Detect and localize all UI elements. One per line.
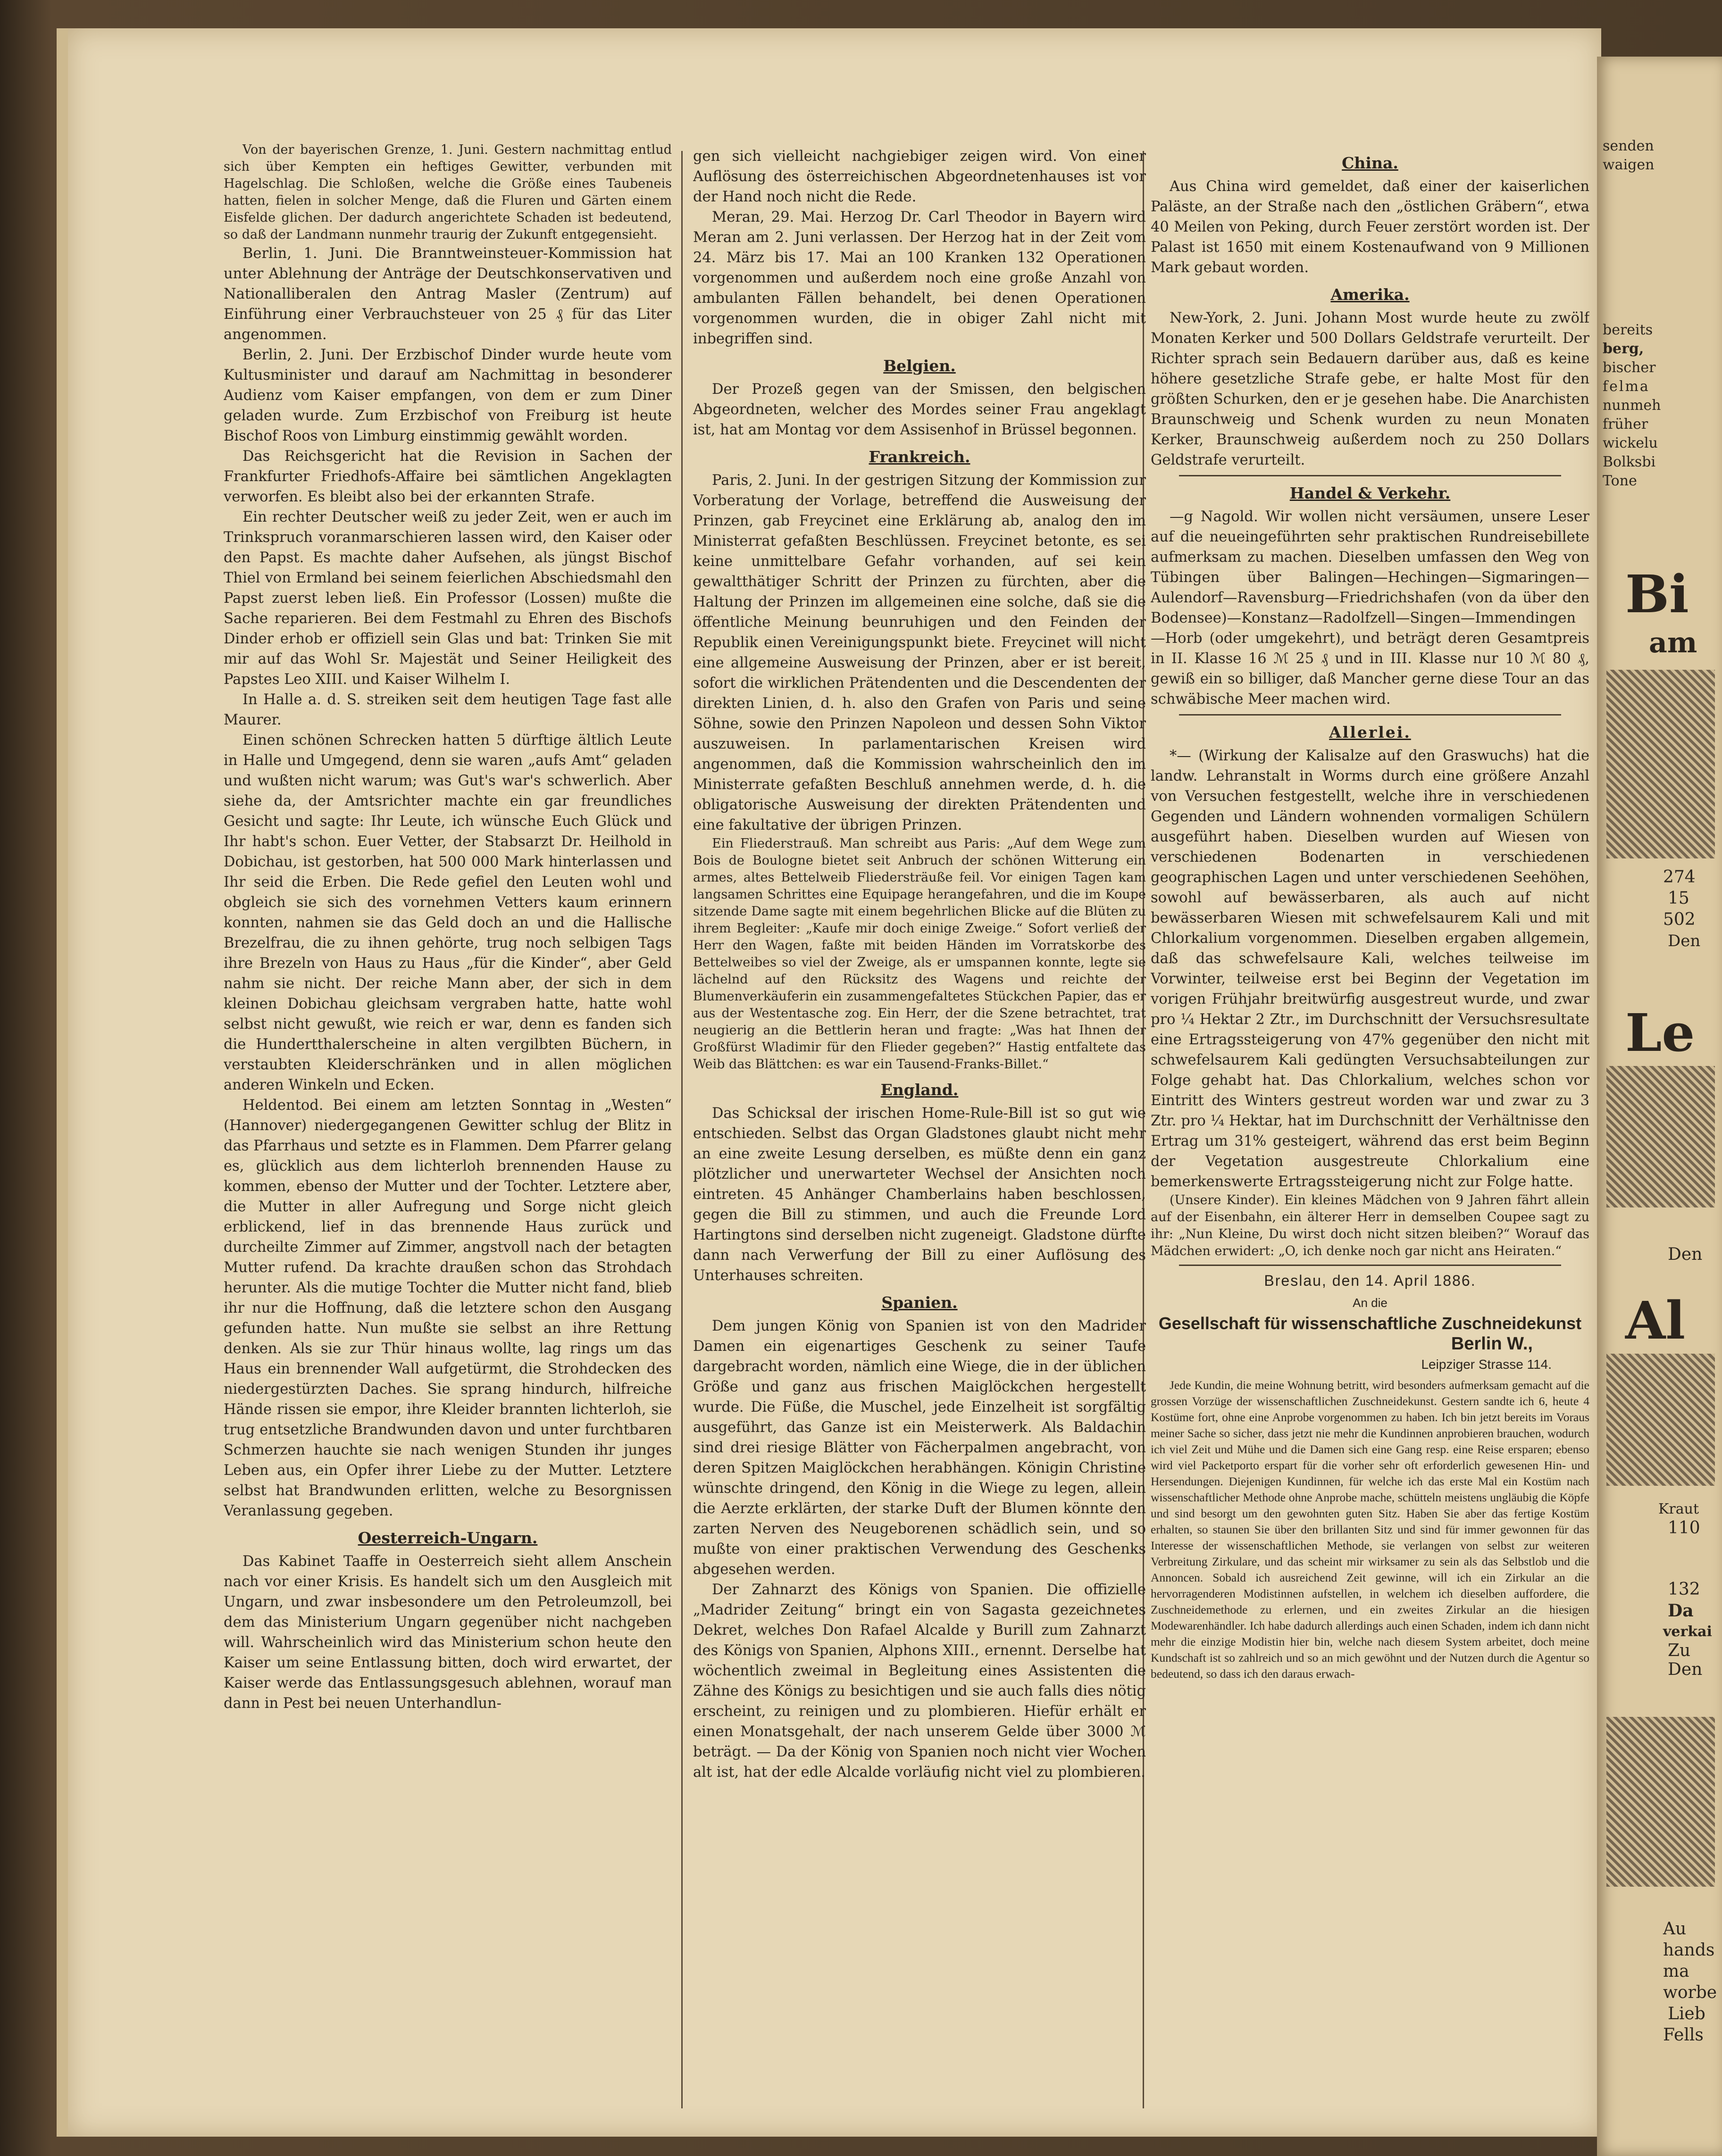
- fragment-text: wickelu: [1603, 435, 1658, 451]
- fragment-text: hands: [1663, 1940, 1715, 1960]
- fragment-text: Den: [1668, 932, 1701, 950]
- fragment-text: Kraut: [1658, 1501, 1699, 1517]
- ad-city: Berlin W.,: [1451, 1334, 1533, 1354]
- fragment-text: bischer: [1603, 359, 1656, 376]
- fragment-text: 502: [1663, 910, 1696, 929]
- heading-handel: Handel & Verkehr.: [1289, 484, 1451, 502]
- newspaper-page: [57, 28, 1601, 2137]
- fragment-text: Bolksbi: [1603, 454, 1656, 470]
- ad-street: Leipziger Strasse 114.: [1421, 1357, 1552, 1372]
- fragment-text: waigen: [1603, 157, 1655, 173]
- divider: [1179, 714, 1561, 716]
- fragment-text: verkai: [1663, 1623, 1712, 1640]
- fragment-text: worbe: [1663, 1983, 1717, 2002]
- ad-date: Breslau, den 14. April 1886.: [1264, 1272, 1476, 1289]
- fragment-illustration: [1606, 670, 1715, 858]
- article-paris: Paris, 2. Juni. In der gestrigen Sitzung der Kommission zur Vorberatung der Vorlage, betreffend die Ausweisung der Prinzen, gab Freycinet eine Erklärung ab, analog den im Ministerrat gefaßten Beschlüssen. Freycinet betonte, es sei keine unmittelbare Gefahr vorhanden, auf sei kein gewaltthätiger Schritt der Prinzen zu fürchten, aber die Haltung der Prinzen im allgemeinen eine solche, daß sie die öffentliche Meinung beunruhigen und den Feinden der Republik einen Vereinigungspunkt biete. Freycinet will nicht eine allgemeine Ausweisung der Prinzen, aber er ist bereit, sofort die wirklichen Prätendenten und die Descendenten der direkten Linien, d. h. also den Grafen von Paris und seine Söhne, sowie den Prinzen Napoleon und dessen Sohn Viktor auszuweisen. In parlamentarischen Kreisen wird angenommen, daß die Kommission wahrscheinlich den im Ministerrate gefaßten Beschluß annehmen werde, d. h. die obligatorische Ausweisung der direkten Prätendenten und eine fakultative der übrigen Prinzen.: [693, 472, 1146, 833]
- article-kinder: (Unsere Kinder). Ein kleines Mädchen von 9 Jahren fährt allein auf der Eisenbahn, ein älterer Herr in demselben Coupee sagt zu ihr: „Nun Kleine, Du wirst doch nicht sitzen bleiben?“ Worauf das Mädchen erwidert: „O, ich denke noch gar nicht ans Heiraten.“: [1151, 1193, 1589, 1258]
- fragment-text: berg,: [1603, 341, 1644, 357]
- fragment-illustration: [1606, 1354, 1715, 1486]
- article-nagold: —g Nagold. Wir wollen nicht versäumen, unsere Leser auf die neueingeführten sehr praktischen Rundreisebillete aufmerksam zu machen. Dieselben umfassen den Weg von Tübingen über Balingen—Hechingen—Sigmaringen—Aulendorf—Ravensburg—Friedrichshafen (von da über den Bodensee)—Konstanz—Radolfzell—Singen—Immendingen—Horb (oder umgekehrt), und beträgt deren Gesamtpreis in II. Klasse 16 ℳ 25 ₰ und in III. Klasse nur 10 ℳ 80 ₰, gewiß ein so billiger, daß Mancher gerne diese Tour an das schwäbische Meer machen wird.: [1151, 508, 1589, 708]
- fragment-text: 110: [1668, 1518, 1700, 1538]
- article-berlin-1: Berlin, 1. Juni. Die Branntweinsteuer-Kommission hat unter Ablehnung der Anträge der Deutschkonservativen und Nationalliberalen den Antrag Masler (Zentrum) auf Einführung einer Verbrauchsteuer von 25 ₰ für das Liter angenommen.: [224, 245, 672, 343]
- article-heldentod: Heldentod. Bei einem am letzten Sonntag in „Westen“ (Hannover) niedergegangenen Gewitter schlug der Blitz in das Pfarrhaus und setzte es in Flammen. Dem Pfarrer gelang es, glücklich aus dem lichterloh brennenden Hause zu kommen, ebenso der Mutter und der Tochter. Letztere aber, die Mutter in aller Aufregung und Sorge nicht gleich erblickend, lief in das brennende Haus zurück und durcheilte Zimmer auf Zimmer, angstvoll nach der betagten Mutter rufend. Da krachte draußen schon das Strohdach herunter. Als die mutige Tochter die Mutter nicht fand, blieb ihr nur die Hoffnung, daß die letztere schon den Ausgang gefunden hatte. Nun mußte sie selbst an ihre Rettung denken. Als sie zur Thür hinaus wollte, lag rings um das Haus ein brennender Wall aufgetürmt, die Strohdecken des niedergestürzten Daches. Sie sprang hindurch, hilfreiche Hände rissen sie empor, ihre Kleider brannten lichterloh, sie trug entsetzliche Brandwunden davon und unter furchtbaren Schmerzen hauchte sie nach wenigen Stunden ihr junges Leben aus, ein Opfer ihrer Liebe zu der Mutter. Letztere selbst hat Brandwunden erlitten, welche zu Besorgnissen Veranlassung gegeben.: [224, 1097, 672, 1519]
- fragment-text: senden: [1603, 138, 1654, 154]
- divider: [1179, 475, 1561, 476]
- article-meran: Meran, 29. Mai. Herzog Dr. Carl Theodor in Bayern wird Meran am 2. Juni verlassen. Der Herzog hat in der Zeit vom 24. März bis 17. Mai an 100 Kranken 132 Operationen vorgenommen und außerdem noch eine große Anzahl von ambulanten Fällen behandelt, bei denen Operationen vorgenommen wurden, die in obiger Zahl nicht mit inbegriffen sind.: [693, 209, 1146, 347]
- heading-amerika: Amerika.: [1330, 285, 1410, 304]
- heading-oesterreich: Oesterreich-Ungarn.: [358, 1529, 538, 1547]
- article-taaffe: Das Kabinet Taaffe in Oesterreich sieht allem Anschein nach vor einer Krisis. Es handelt sich um den Ausgleich mit Ungarn, und zwar insbesondere um den Petroleumzoll, bei dem das Ministerium Ungarn gegenüber nicht nachgeben will. Wahrscheinlich wird das Ministerium schon heute den Kaiser um seine Entlassung bitten, doch wird erwartet, der Kaiser werde das Entlassungsgesuch ablehnen, worauf man dann in Pest bei neuen Unterhandlun-: [224, 1553, 672, 1712]
- fragment-text: Den: [1668, 1245, 1703, 1264]
- fragment-headline: am: [1649, 626, 1697, 659]
- fragment-text: Zu: [1668, 1641, 1691, 1660]
- article-new-york: New-York, 2. Juni. Johann Most wurde heute zu zwölf Monaten Kerker und 500 Dollars Geldstrafe verurteilt. Der Richter sprach sein Bedauern darüber aus, daß es keine höhere gesetzliche Strafe gebe, er halte Most für den größten Schurken, den er je gesehen habe. Die Anarchisten Braunschweig und Schenk wurden zu neun Monaten Kerker, Braunschweig außerdem noch zu 250 Dollars Geldstrafe verurteilt.: [1151, 310, 1589, 468]
- fragment-text: 15: [1668, 889, 1689, 908]
- column-2: [693, 146, 1146, 2118]
- column-3: [1151, 146, 1589, 2118]
- ad-company-name: Gesellschaft für wissenschaftliche Zuschneidekunst: [1158, 1314, 1582, 1333]
- heading-belgien: Belgien.: [883, 357, 956, 375]
- article-reichsgericht: Das Reichsgericht hat die Revision in Sachen der Frankfurter Friedhofs-Affaire bei sämtlichen Angeklagten verworfen. Es bleibt also bei der erkannten Strafe.: [224, 448, 672, 505]
- column-rule: [681, 151, 683, 2108]
- heading-china: China.: [1342, 154, 1398, 172]
- fragment-text: Au: [1663, 1919, 1687, 1939]
- article-zahnarzt: Der Zahnarzt des Königs von Spanien. Die offizielle „Madrider Zeitung“ bringt ein von Sagasta gezeichnetes Dekret, welches Don Rafael Alcalde y Burill zum Zahnarzt des Königs von Spanien, Alphons XIII., ernennt. Derselbe hat wöchentlich zweimal in Begleitung eines Assistenten die Zähne des Königs zu besichtigen und sie auch falls dies nötig erscheint, zu reinigen und zu plombieren. Hiefür erhält er einen Monatsgehalt, der nach unserem Gelde über 3000 ℳ beträgt. — Da der König von Spanien noch nicht vier Wochen alt ist, hat der edle Alcalde vorläufig nicht viel zu plombieren.: [693, 1582, 1146, 1781]
- fragment-text: 274: [1663, 867, 1696, 887]
- fragment-headline: Le: [1625, 1002, 1695, 1063]
- fragment-text: Fells: [1663, 2025, 1704, 2045]
- fragment-text: Lieb: [1668, 2004, 1705, 2023]
- advertisement-zuschneidekunst: [1151, 1271, 1589, 1682]
- fragment-text: Da: [1668, 1601, 1694, 1621]
- heading-spanien: Spanien.: [881, 1293, 958, 1312]
- article-halle-erbe: Einen schönen Schrecken hatten 5 dürftige ältlich Leute in Halle und Umgegend, denn sie waren „aufs Amt“ geladen und wußten nicht warum; was Gut's war's schwerlich. Aber siehe da, der Amtsrichter machte ein gar freundliches Gesicht und sagte: Ihr Leute, ich wünsche Euch Glück und Ihr habt's schon. Euer Vetter, der Stabsarzt Dr. Heilhold in Dobichau, ist gestorben, hat 500 000 Mark hinterlassen und Ihr seid die Erben. Die Rede gefiel den Leuten wohl und obgleich sie sich des vornehmen Vetters kaum erinnern konnten, nahmen sie das Geld doch an und die Hallische Brezelfrau, die zu ihnen gehörte, trug noch selbigen Tags ihre Brezeln von Haus zu Haus „für die Kinder“, aber Geld nahm sie nicht. Der reiche Mann aber, der sich in dem kleinen Dobichau gleichsam vergraben hatte, hatte wohl selbst nicht gewußt, wie reich er war, denn es fanden sich die Hundertthalerscheine in alten vergilbten Büchern, in verstaubten Kleiderschränken und in allen möglichen anderen Winkeln und Ecken.: [224, 732, 672, 1093]
- fragment-text: Den: [1668, 1660, 1703, 1679]
- article-taaffe-cont: gen sich vielleicht nachgiebiger zeigen wird. Von einer Auflösung des österreichischen Abgeordnetenhauses ist vor der Hand noch nicht die Rede.: [693, 148, 1146, 205]
- heading-allerlei: Allerlei.: [1329, 723, 1411, 741]
- article-kalisalze: *— (Wirkung der Kalisalze auf den Graswuchs) hat die landw. Lehranstalt in Worms durch eine größere Anzahl von Versuchen festgestellt, welche ihre in verschiedenen Gegenden und Ländern wohnenden vormaligen Schülern ausgeführt haben. Dieselben wurden auf Wiesen von verschiedenen Bodenarten in verschiedenen geographischen Lagen und unter verschiedenen Seehöhen, sowohl auf bewässerbaren, als auch auf nicht bewässerbaren Wiesen mit schwefelsaurem Kali und mit Chlorkalium vorgenommen. Dieselben ergaben allgemein, daß das schwefelsaure Kali, welches teilweise im Vorwinter, teilweise erst bei Beginn der Vegetation im vorigen Frühjahr breitwürfig ausgestreut wurde, und zwar pro ¼ Hektar 2 Ztr., im Durchschnitt der Versuchsresultate eine Ertragssteigerung von 47% gegenüber den nicht mit schwefelsaurem Kali gedüngten Versuchsabteilungen zur Folge gehabt hat. Das Chlorkalium, welches schon vor Eintritt des Winters gestreut worden war und zwar zu 3 Ztr. pro ¼ Hektar, hat im Durchschnitt der Verhältnisse den Ertrag um 31% gesteigert, während das erst beim Beginn der Vegetation ausgestreute Chlorkalium eine bemerkenswerte Ertragssteigerung nicht zur Folge hatte.: [1151, 748, 1589, 1190]
- article-wiege: Dem jungen König von Spanien ist von den Madrider Damen ein eigenartiges Geschenk zu seiner Taufe dargebracht worden, nämlich eine Wiege, die in der üblichen Größe und ganz aus frischen Maiglöckchen hergestellt wurde. Die Füße, die Muschel, jede Einzelheit ist sorgfältig ausgeführt, das Ganze ist ein Meisterwerk. Als Baldachin sind drei riesige Blätter von Fächerpalmen angebracht, von deren Spitzen Maiglöckchen herabhängen. Königin Christine wünschte dringend, den König in die Wiege zu legen, allein die Aerzte erklärten, der starke Duft der Blumen könnte den zarten Nerven des Neugeborenen schädlich sein, und so mußte von einer praktischen Verwendung des Geschenks abgesehen werden.: [693, 1318, 1146, 1578]
- adjacent-page-fragment: [1597, 57, 1722, 2156]
- fragment-illustration: [1606, 1717, 1715, 1887]
- article-halle-maurer: In Halle a. d. S. streiken seit dem heutigen Tage fast alle Maurer.: [224, 691, 672, 728]
- fragment-text: felma: [1603, 378, 1650, 395]
- ad-body: Jede Kundin, die meine Wohnung betritt, wird besonders aufmerksam gemacht auf die grossen Vorzüge der wissenschaftlichen Zuschneidekunst. Gestern sandte ich 6, heute 4 Kostüme fort, ohne eine Anprobe vorgenommen zu haben. Ich bin jetzt bereits im Voraus meiner Sache so sicher, dass jetzt nie mehr die Kundinnen anprobieren brauchen, wodurch ich viel Zeit und Mühe und die Damen sich eine Gang resp. eine Reise ersparen; ebenso wird viel Packetporto erspart für die vorher sehr oft erforderlich gewesenen Hin- und Hersendungen. Diejenigen Kundinnen, für welche ich das erste Mal ein Kostüm nach wissenschaftlicher Methode ohne Anprobe mache, schütteln meistens ungläubig die Köpfe und sind besorgt um den gewohnten guten Sitz. Haben Sie aber das fertige Kostüm erhalten, so staunen Sie über den brillanten Sitz und sind für immer gewonnen für das Interesse der wissenschaftlichen Methode, sie verlangen von selbst zur weiteren Verbreitung Zirkulare, und das scheint mir wirksamer zu sein als das Selbstlob und die Annoncen. Sobald ich ausreichend Zeit gewinne, will ich ein Zirkular an die hervorragenderen Modistinnen aufstellen, in welchem ich dieselben auffordere, die Zuschneidemethode zu erlernen, und ein zweites Zirkular an die hiesigen Modewarenhändler. Ich habe dadurch allerdings auch einen Schaden, indem ich dann nicht mehr die einzige Modistin hier bin, welche nach diesem System arbeitet, doch meine Kundschaft ist so zahlreich und so an mich gewöhnt und der Nutzen durch die Agentur so bedeutend, so dass ich den daraus erwach-: [1151, 1378, 1589, 1681]
- article-deutscher: Ein rechter Deutscher weiß zu jeder Zeit, wen er auch im Trinkspruch voranmarschieren lassen wird, den Kaiser oder den Papst. Es machte daher Aufsehen, als jüngst Bischof Thiel von Ermland bei seinem feierlichen Abschiedsmahl den Papst zuerst leben ließ. Ein Professor (Lossen) mußte die Sache reparieren. Bei dem Festmahl zu Ehren des Bischofs Dinder erhob er offiziell sein Glas und bat: Trinken Sie mit mir auf das Wohl Sr. Majestät und Seiner Heiligkeit des Papstes Leo XIII. und Kaiser Wilhelm I.: [224, 509, 672, 688]
- column-1: [224, 142, 672, 2118]
- fragment-text: 132: [1668, 1580, 1700, 1599]
- divider: [1179, 1265, 1561, 1266]
- fragment-text: ma: [1663, 1962, 1689, 1981]
- article-home-rule: Das Schicksal der irischen Home-Rule-Bill ist so gut wie entschieden. Selbst das Organ Gladstones glaubt nicht mehr an eine zweite Lesung derselben, es müßte denn ein ganz plötzlicher und unerwarteter Wechsel der Ansichten noch eintreten. 45 Anhänger Chamberlains haben beschlossen, gegen die Bill zu stimmen, und auch die Freunde Lord Hartingtons sind derselben nicht zugeneigt. Gladstone dürfte dann nach Verwerfung der Bill zu einer Auflösung des Unterhauses schreiten.: [693, 1105, 1146, 1284]
- article-smissen: Der Prozeß gegen van der Smissen, den belgischen Abgeordneten, welcher des Mordes seiner Frau angeklagt ist, hat am Montag vor dem Assisenhof in Brüssel begonnen.: [693, 381, 1146, 438]
- fragment-text: früher: [1603, 416, 1648, 433]
- heading-england: England.: [880, 1081, 959, 1099]
- article-berlin-2: Berlin, 2. Juni. Der Erzbischof Dinder wurde heute vom Kultusminister und darauf am Nachmittag in besonderer Audienz vom Kaiser empfangen, von dem er zum Diner geladen wurde. Zum Erzbischof von Freiburg ist heute Bischof Roos von Limburg einstimmig gewählt worden.: [224, 347, 672, 444]
- fragment-text: nunmeh: [1603, 397, 1661, 414]
- fragment-headline: Bi: [1625, 564, 1689, 624]
- fragment-text: Tone: [1603, 473, 1637, 489]
- fragment-illustration: [1606, 1066, 1715, 1207]
- article-bavaria: Von der bayerischen Grenze, 1. Juni. Gestern nachmittag entlud sich über Kempten ein heftiges Gewitter, verbunden mit Hagelschlag. Die Schloßen, welche die Größe eines Taubeneis hatten, fielen in solcher Menge, daß die Fluren und Gärten einem Eisfelde glichen. Der dadurch angerichtete Schaden ist bedeutend, so daß der Landmann nunmehr traurig der Zukunft entgegensieht.: [224, 142, 672, 242]
- fragment-text: bereits: [1603, 322, 1653, 338]
- heading-frankreich: Frankreich.: [869, 448, 970, 466]
- article-fliederstrauss: Ein Fliederstrauß. Man schreibt aus Paris: „Auf dem Wege zum Bois de Boulogne bietet seit Anbruch der schönen Witterung ein armes, altes Bettelweib Fliedersträuße feil. Vor einigen Tagen kam langsamen Schrittes eine Equipage herangefahren, und die im Koupe sitzende Dame sagte mit einem begehrlichen Blicke auf die Blüten zu ihrem Begleiter: „Kaufe mir doch einige Zweige.“ Sofort verließ der Herr den Wagen, faßte mit beiden Händen im Vorratskorbe des Bettelweibes so viel der Zweige, als er umspannen konnte, legte sie lächelnd auf den Rücksitz des Wagens und reichte der Blumenverkäuferin ein zusammengefaltetes Stückchen Papier, das er aus der Westentasche zog. Ein Herr, der die Szene betrachtet, trat neugierig an die Bettlerin heran und fragte: „Was hat Ihnen der Großfürst Wladimir für den Flieder gegeben?“ Hastig entfaltete das Weib das Blättchen: es war ein Tausend-Franks-Billet.“: [693, 836, 1146, 1072]
- article-china: Aus China wird gemeldet, daß einer der kaiserlichen Paläste, an der Straße nach den „östlichen Gräbern“, etwa 40 Meilen von Peking, durch Feuer zerstört worden ist. Der Palast ist 1650 mit einem Kostenaufwand von 9 Millionen Mark gebaut worden.: [1151, 178, 1589, 276]
- fragment-headline: Al: [1625, 1290, 1686, 1351]
- ad-an: An die: [1353, 1296, 1388, 1310]
